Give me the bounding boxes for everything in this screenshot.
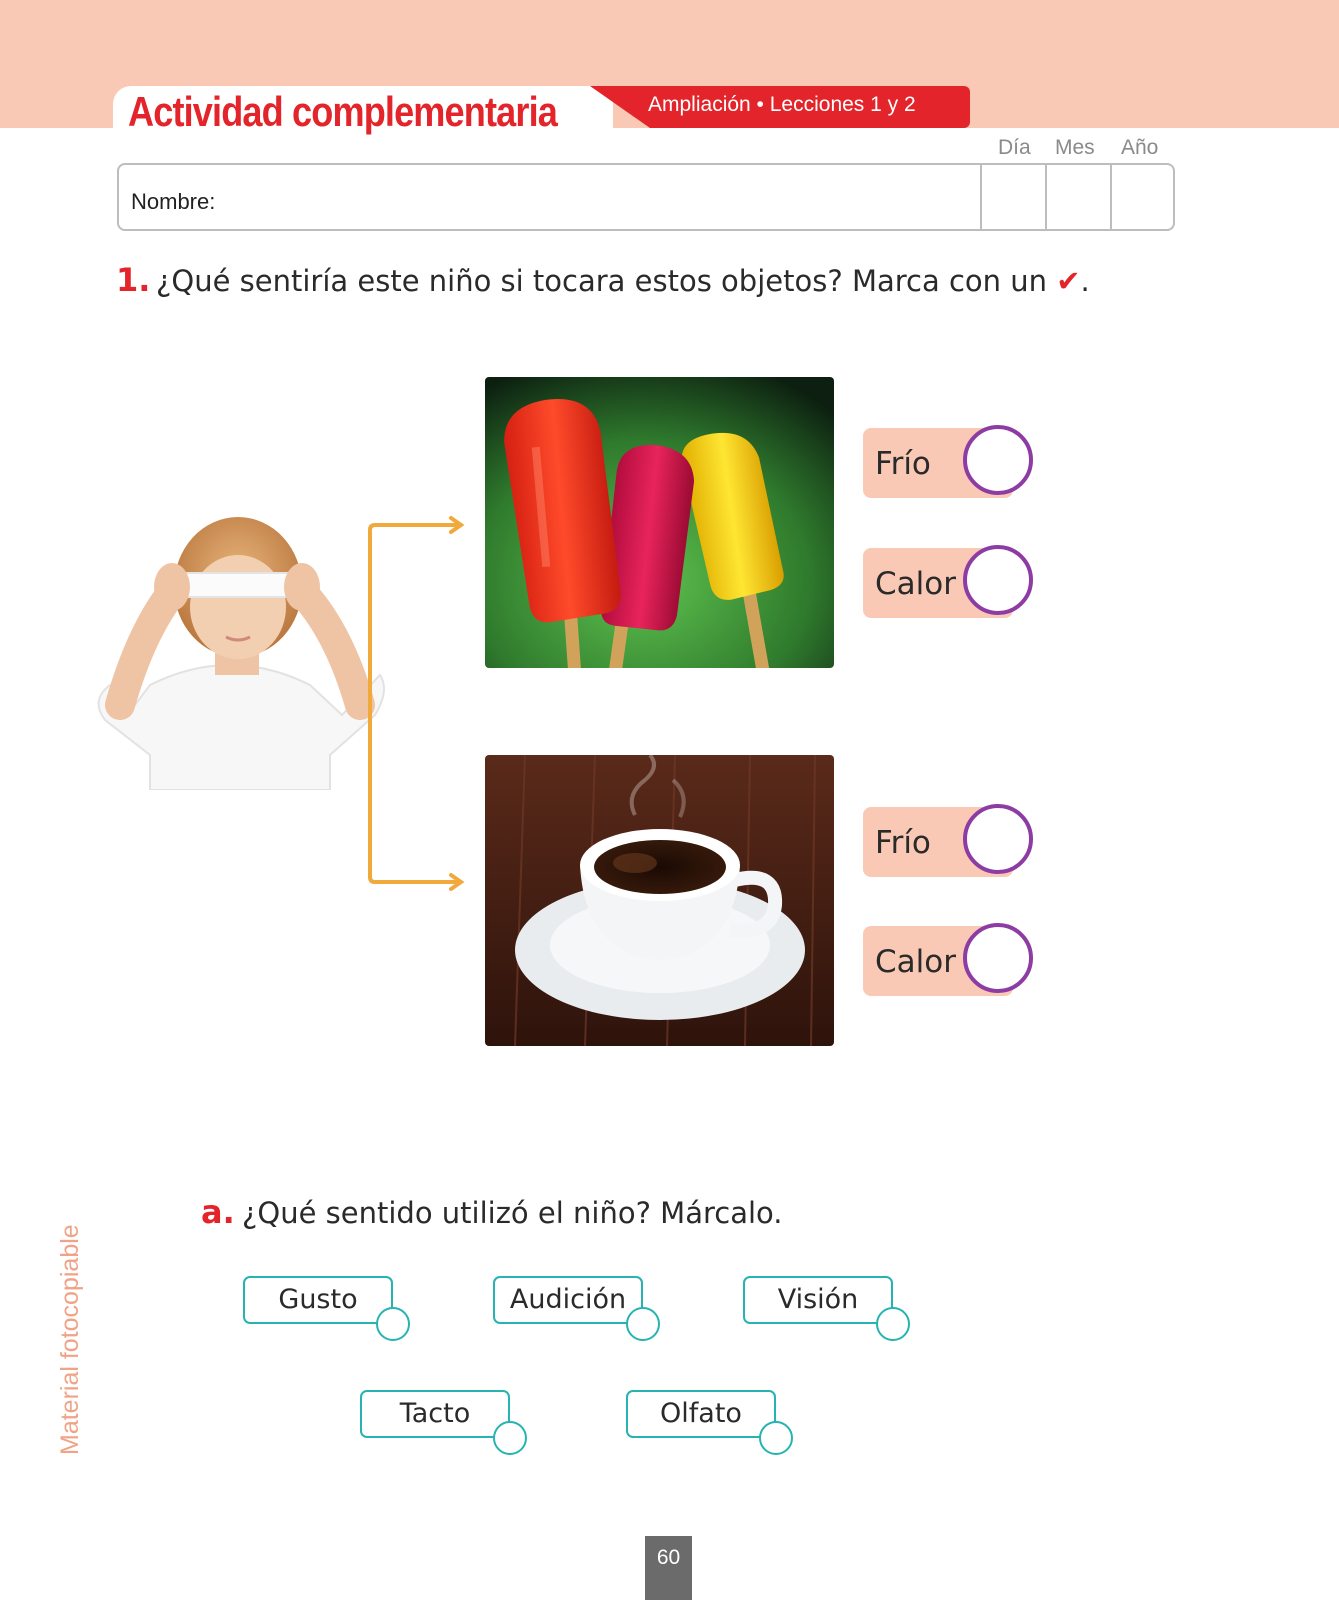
question-number: 1. [116,261,151,299]
sense-option-touch [360,1390,510,1438]
sense-option-taste [243,1276,393,1324]
popsicles-image [485,377,834,668]
option-label: Frío [875,446,931,482]
sense-option-smell [626,1390,776,1438]
sense-circle-taste[interactable] [376,1307,410,1341]
photocopiable-label: Material fotocopiable [56,1224,84,1455]
page-number-box [645,1536,692,1600]
sense-label: Audición [509,1284,627,1315]
connector-arrows [365,515,470,895]
question-text-main: ¿Qué sentiría este niño si tocara estos objetos? Marca con un [156,264,1047,298]
sense-circle-smell[interactable] [759,1421,793,1455]
sense-label: Visión [777,1284,859,1315]
month-label: Mes [1055,136,1095,159]
answer-circle-cold-popsicle[interactable] [963,425,1033,495]
answer-circle-hot-popsicle[interactable] [963,545,1033,615]
name-field[interactable] [117,163,1175,231]
sense-label: Tacto [399,1398,471,1429]
sense-circle-hearing[interactable] [626,1307,660,1341]
day-field[interactable] [980,165,982,229]
check-icon: ✔ [1056,264,1081,298]
blindfolded-child-image [80,515,400,790]
year-label: Año [1121,136,1159,159]
month-field[interactable] [1045,165,1047,229]
sense-label: Gusto [278,1284,358,1315]
day-label: Día [998,136,1031,159]
question-text [156,264,1090,298]
page-subtitle: Ampliación • Lecciones 1 y 2 [648,93,916,116]
coffee-cup-image [485,755,834,1046]
option-label: Calor [875,944,956,980]
answer-circle-hot-coffee[interactable] [963,923,1033,993]
year-field[interactable] [1110,165,1112,229]
question-period: . [1080,264,1090,298]
answer-circle-cold-coffee[interactable] [963,804,1033,874]
subquestion-text: ¿Qué sentido utilizó el niño? Márcalo. [242,1196,783,1230]
subquestion-letter: a. [201,1193,235,1231]
sense-option-sight [743,1276,893,1324]
page-number: 60 [656,1546,681,1569]
option-label: Calor [875,566,956,602]
sense-circle-touch[interactable] [493,1421,527,1455]
sense-option-hearing [493,1276,643,1324]
option-label: Frío [875,825,931,861]
page-title: Actividad complementaria [128,88,557,135]
sense-label: Olfato [660,1398,742,1429]
sense-circle-sight[interactable] [876,1307,910,1341]
name-label: Nombre: [131,189,216,214]
